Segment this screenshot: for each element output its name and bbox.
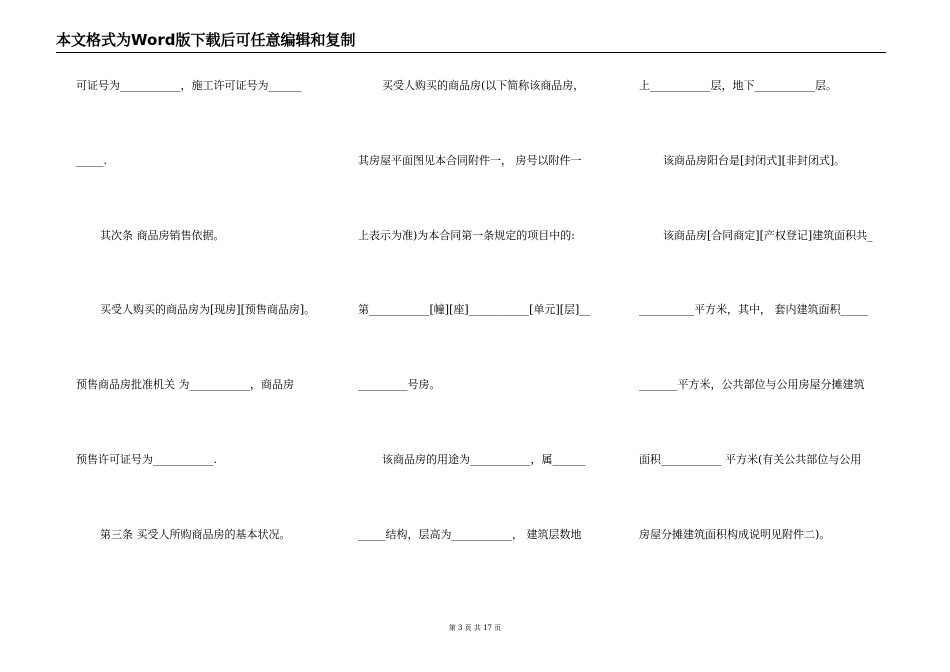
text-line: _____结构，层高为___________， 建筑层数地 [358,528,582,541]
page-number-footer: 第 3 页 共 17 页 [448,624,502,632]
text-line: 其房屋平面图见本合同附件一， 房号以附件一 [358,154,582,167]
text-line: 上表示为准)为本合同第一条规定的项目中的: [358,229,575,242]
text-line: _____. [76,154,107,167]
header-divider [56,52,886,53]
text-line: 面积___________ 平方米(有关公共部位与公用 [639,453,862,466]
text-line: _________号房。 [358,378,441,391]
text-line: 可证号为___________，施工许可证号为______ [76,79,302,92]
text-line: 买受人购买的商品房(以下简称该商品房， [382,79,585,92]
text-line: 第三条 买受人所购商品房的基本状况。 [100,528,291,541]
text-line: 预售商品房批准机关 为___________，商品房 [76,378,294,391]
document-header-title: 本文格式为Word版下载后可任意编辑和复制 [56,31,356,49]
text-line: __________平方米，其中， 套内建筑面积_____ [639,303,868,316]
text-line: 房屋分摊建筑面积构成说明见附件二)。 [639,528,831,541]
text-line: 第___________[幢][座]___________[单元][层]__ [358,303,591,316]
text-line: 买受人购买的商品房为[现房][预售商品房]。 [100,303,316,316]
text-line: _______平方米，公共部位与公用房屋分摊建筑 [639,378,865,391]
text-line: 该商品房阳台是[封闭式][非封闭式]。 [663,154,846,167]
text-line: 预售许可证号为___________. [76,453,217,466]
text-line: 其次条 商品房销售依据。 [100,229,225,242]
text-line: 上___________层，地下___________层。 [639,79,837,92]
text-line: 该商品房的用途为___________，属______ [382,453,586,466]
text-line: 该商品房[合同商定][产权登记]建筑面积共_ [663,229,873,242]
